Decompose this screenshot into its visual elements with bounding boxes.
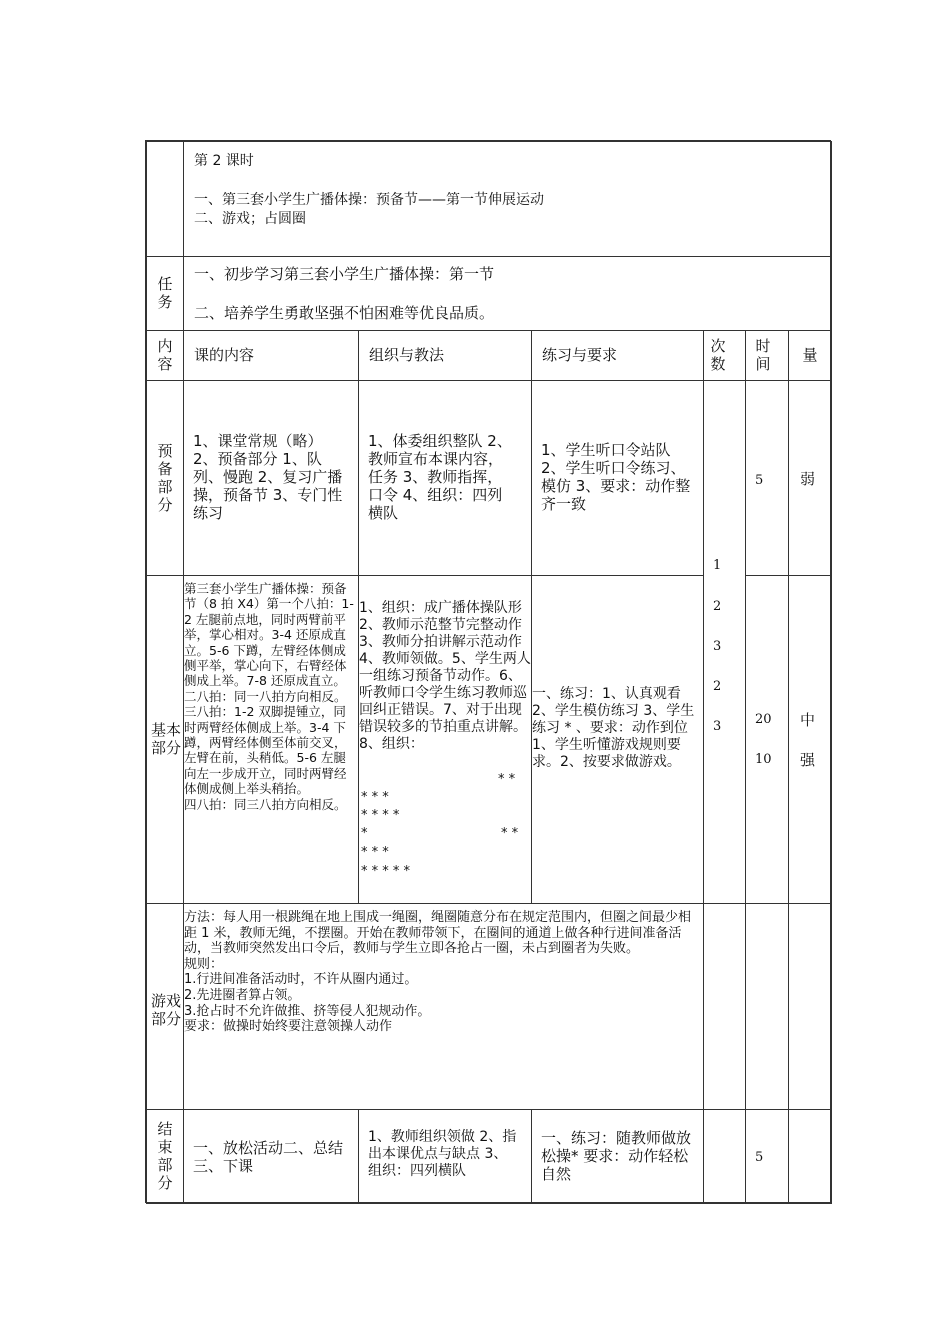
end-practice-cell [531, 1109, 704, 1204]
header-item-1: 一、第三套小学生广播体操：预备节——第一节伸展运动 [194, 192, 544, 208]
prep-intensity-cell [788, 380, 832, 576]
times-value-3: 3 [713, 639, 722, 654]
prep-organization-cell [358, 380, 532, 576]
formation-row-3: * * * * [361, 808, 400, 823]
formation-row-4b: * * [501, 826, 519, 841]
prep-duration: 5 [755, 473, 764, 488]
prep-label: 预 备 部 分 [157, 442, 173, 514]
times-value-5: 3 [713, 719, 722, 734]
prep-content: 1、课堂常规（略） 2、预备部分 1、队列、慢跑 2、复习广播操，预备节 3、专门性练习 [193, 432, 343, 522]
basic-organization-cell [358, 575, 532, 904]
basic-content: 第三套小学生广播体操：预备节（8 拍 X4）第一个八拍：1-2 左腿前点地，同时两臂前平举，掌心相对。3-4 还原成直立。5-6 下蹲，左臂经体侧成侧平举，掌心向下，右臂经体侧成上举。7-8 还原成直立。 二八拍：同一八拍方向相反。 三八拍：1-2 双脚提锺立，同时两臂经体侧成上举。3-4 下蹲，两臂经体侧至体前交叉，左臂在前，头稍低。5-6 左腿向左一步成开立，同时两臂经体侧成侧上举头稍抬。 四八拍：同三八拍方向相反。 [184, 581, 354, 812]
col-intensity: 量 [788, 330, 832, 381]
formation-row-5: * * * [361, 845, 389, 860]
tasks-label: 任 务 [157, 275, 173, 311]
basic-organization: 1、组织：成广播体操队形 2、教师示范整节完整动作 3、教师分拍讲解示范动作 4、教师领做。5、学生两人一组练习预备节动作。6、听教师口令学生练习教师巡回纠正错误。7、对于出现错误较多的节拍重点讲解。8、组织： [359, 600, 531, 752]
tasks-cell [183, 256, 832, 331]
prep-practice-cell [531, 380, 704, 576]
prep-practice: 1、学生听口令站队 2、学生听口令练习、模仿 3、要求：动作整齐一致 [541, 441, 691, 513]
formation-row-6: * * * * * [361, 864, 411, 879]
end-intensity-cell [788, 1109, 832, 1204]
header-cell [183, 141, 832, 257]
end-label-cell [146, 1109, 184, 1204]
basic-practice: 一、练习：1、认真观看 2、学生模仿练习 3、学生练习 * 、要求：动作到位 1、学生听懂游戏规则要求。2、按要求做游戏。 [532, 686, 695, 770]
times-value-2: 2 [713, 599, 722, 614]
end-content-cell [183, 1109, 359, 1204]
times-merged-cell [703, 380, 746, 904]
basic-label-cell [146, 575, 184, 904]
end-content: 一、放松活动二、总结三、下课 [193, 1139, 344, 1175]
task-item-2: 二、培养学生勇敢坚强不怕困难等优良品质。 [194, 304, 495, 322]
task-item-1: 一、初步学习第三套小学生广播体操：第一节 [194, 265, 495, 283]
game-times-cell [703, 903, 746, 1110]
prep-duration-cell [745, 380, 789, 576]
formation-row-2: * * * [361, 790, 389, 805]
basic-intensity-2: 强 [800, 751, 816, 769]
prep-label-cell [146, 380, 184, 576]
col-section: 内 容 [146, 330, 184, 381]
end-label: 结 束 部 分 [157, 1120, 173, 1192]
game-content-cell [183, 903, 704, 1110]
basic-intensity-cell [788, 575, 832, 904]
end-times-cell [703, 1109, 746, 1204]
prep-intensity: 弱 [800, 470, 816, 488]
col-content: 课的内容 [183, 330, 359, 381]
times-value-4: 2 [713, 679, 722, 694]
basic-duration-1: 20 [755, 712, 772, 727]
basic-duration-2: 10 [755, 752, 772, 767]
header-item-2: 二、游戏；占圆圈 [194, 211, 306, 227]
basic-content-cell [183, 575, 359, 904]
formation-row-1: * * [498, 772, 516, 787]
basic-practice-cell [531, 575, 704, 904]
basic-label: 基本 部分 [150, 721, 181, 757]
basic-duration-cell [745, 575, 789, 904]
game-content: 方法：每人用一根跳绳在地上围成一绳圈，绳圈随意分布在规定范围内，但圈之间最少相距 1 米，教师无绳，不摆圈。开始在教师带领下，在圈间的通道上做各种行进间准备活动，当教师突然发出口令后，教师与学生立即各抢占一圈，未占到圈者为失败。 规则： 1.行进间准备活动时，不许从圈内通过。 2.先进圈者算占领。 3.抢占时不允许做推、挤等侵人犯规动作。 要求：做操时始终要注意领操人动作 [184, 910, 692, 1035]
lesson-number: 第 2 课时 [194, 153, 254, 169]
times-value-1: 1 [713, 558, 722, 573]
col-duration: 时 间 [745, 330, 789, 381]
game-duration-cell [745, 903, 789, 1110]
end-duration: 5 [755, 1150, 764, 1165]
game-label-cell [146, 903, 184, 1110]
lesson-plan-table [145, 140, 831, 1203]
col-times: 次 数 [703, 330, 746, 381]
game-intensity-cell [788, 903, 832, 1110]
game-label: 游戏 部分 [150, 992, 181, 1028]
col-practice: 练习与要求 [531, 330, 704, 381]
formation-row-4: * [361, 826, 368, 841]
end-organization: 1、教师组织领做 2、指出本课优点与缺点 3、组织：四列横队 [368, 1129, 517, 1179]
end-practice: 一、练习：随教师做放松操* 要求：动作轻松自然 [541, 1129, 692, 1183]
end-organization-cell [358, 1109, 532, 1204]
prep-organization: 1、体委组织整队 2、教师宣布本课内容，任务 3、教师指挥，口令 4、组织：四列横队 [368, 432, 512, 522]
basic-intensity-1: 中 [800, 711, 816, 729]
tasks-label-cell [146, 256, 184, 331]
end-duration-cell [745, 1109, 789, 1204]
header-left-cell [146, 141, 184, 257]
col-organization: 组织与教法 [358, 330, 532, 381]
prep-content-cell [183, 380, 359, 576]
